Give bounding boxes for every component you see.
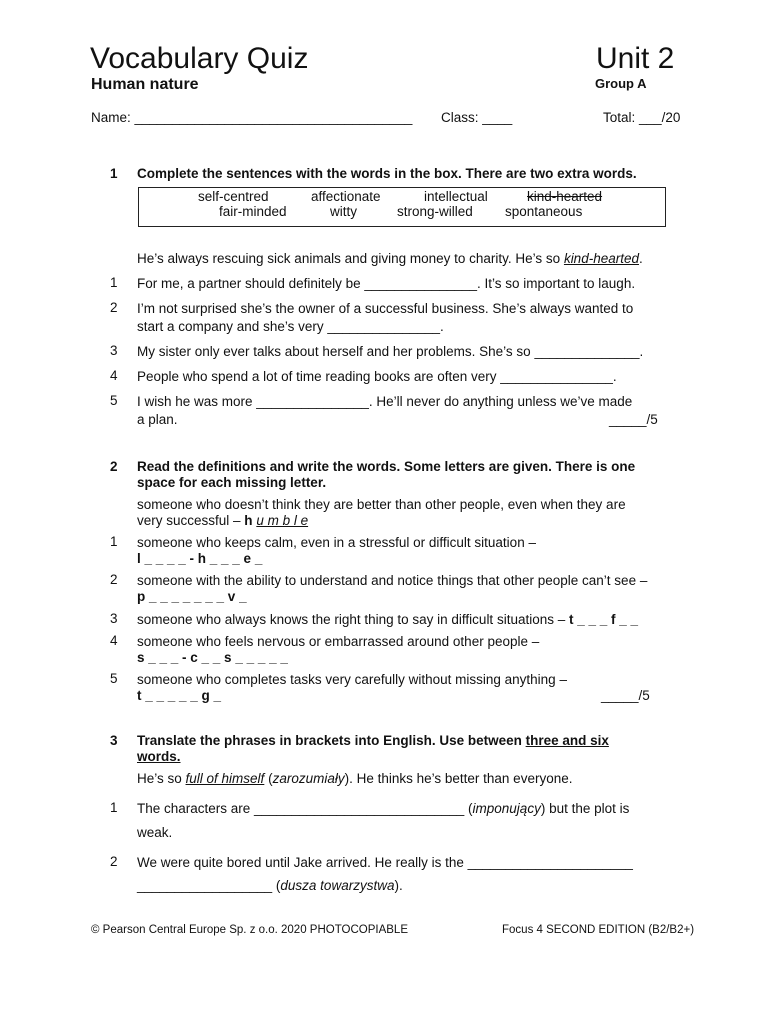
definition-text: someone who always knows the right thing to say in difficult situations – xyxy=(137,612,569,627)
definition-item: someone who completes tasks very carefully without missing anything – xyxy=(137,672,567,687)
group-label: Group A xyxy=(595,76,647,91)
translation-text: ) but the plot is xyxy=(540,801,630,816)
exercise-1-example xyxy=(137,250,643,268)
box-word-used: kind-hearted xyxy=(527,189,603,204)
exercise-2-number: 2 xyxy=(110,459,118,474)
total-label: Total: xyxy=(603,110,636,125)
example-end: . xyxy=(639,251,643,266)
name-field-row xyxy=(91,109,412,127)
exercise-2-example: someone who doesn’t think they are better than other people, even when they are xyxy=(137,497,626,512)
exercise-3-example xyxy=(137,770,572,788)
sentence-item: People who spend a lot of time reading books are often very _______________. xyxy=(137,369,617,384)
example-first-letter: h xyxy=(244,513,253,528)
box-word: self-centred xyxy=(198,189,269,204)
exercise-3-instruction xyxy=(137,732,609,750)
letter-pattern: s _ _ _ - c _ _ s _ _ _ _ _ xyxy=(137,650,288,665)
example-answer: u m b l e xyxy=(256,513,309,528)
letter-pattern: l _ _ _ _ - h _ _ _ e _ xyxy=(137,551,263,566)
exercise-1-score: _____/5 xyxy=(609,412,658,427)
translation-text: The characters are ____________________________ ( xyxy=(137,801,473,816)
box-word: witty xyxy=(330,204,357,219)
example-text: ( xyxy=(264,771,273,786)
letter-pattern: t _ _ _ f _ _ xyxy=(568,612,639,627)
translation-text: __________________ ( xyxy=(137,878,281,893)
example-answer: kind-hearted xyxy=(563,251,639,266)
item-number: 3 xyxy=(110,343,118,358)
translation-item-cont: weak. xyxy=(137,825,173,840)
box-word: affectionate xyxy=(311,189,381,204)
exercise-2-example-cont xyxy=(137,512,308,530)
box-word: spontaneous xyxy=(505,204,583,219)
sentence-item-cont: start a company and she’s very _______________. xyxy=(137,319,444,334)
item-number: 2 xyxy=(110,300,118,315)
unit-label: Unit 2 xyxy=(596,42,675,75)
item-number: 1 xyxy=(110,534,118,549)
polish-phrase: zarozumiały xyxy=(272,771,345,786)
name-blank: _____________________________________ xyxy=(134,110,413,125)
definition-item xyxy=(137,611,638,629)
exercise-3-number: 3 xyxy=(110,733,118,748)
definition-item: someone who feels nervous or embarrassed around other people – xyxy=(137,634,540,649)
box-word: intellectual xyxy=(424,189,488,204)
page-subtitle: Human nature xyxy=(91,76,199,93)
translation-item-cont xyxy=(137,877,403,895)
item-number: 2 xyxy=(110,572,118,587)
example-text: ). He thinks he’s better than everyone. xyxy=(344,771,573,786)
exercise-2-instruction-cont: space for each missing letter. xyxy=(137,475,327,490)
sentence-item-cont: a plan. xyxy=(137,412,178,427)
item-number: 5 xyxy=(110,671,118,686)
translation-text: ). xyxy=(394,878,403,893)
total-blank: ___/20 xyxy=(639,110,681,125)
exercise-1-instruction: Complete the sentences with the words in the box. There are two extra words. xyxy=(137,166,637,181)
item-number: 3 xyxy=(110,611,118,626)
sentence-item: For me, a partner should definitely be _______________. It’s so important to laugh. xyxy=(137,276,636,291)
item-number: 1 xyxy=(110,800,118,815)
polish-phrase: dusza towarzystwa xyxy=(280,878,395,893)
definition-item: someone with the ability to understand and notice things that other people can’t see – xyxy=(137,573,648,588)
class-blank: ____ xyxy=(482,110,513,125)
item-number: 4 xyxy=(110,368,118,383)
total-field-row xyxy=(603,109,680,127)
example-answer: full of himself xyxy=(185,771,265,786)
instruction-emphasis: three and six xyxy=(525,733,609,748)
item-number: 4 xyxy=(110,633,118,648)
class-label: Class: xyxy=(441,110,479,125)
example-text: very successful – xyxy=(137,513,245,528)
sentence-item: My sister only ever talks about herself and her problems. She’s so ______________. xyxy=(137,344,644,359)
letter-pattern: p _ _ _ _ _ _ _ v _ xyxy=(137,589,247,604)
class-field-row xyxy=(441,109,512,127)
name-label: Name: xyxy=(91,110,131,125)
instruction-text: Translate the phrases in brackets into English. Use between xyxy=(137,733,526,748)
sentence-item: I’m not surprised she’s the owner of a successful business. She’s always wanted to xyxy=(137,301,634,316)
exercise-2-instruction: Read the definitions and write the words. Some letters are given. There is one xyxy=(137,459,636,474)
translation-item xyxy=(137,800,629,818)
letter-pattern: t _ _ _ _ _ g _ xyxy=(137,688,222,703)
definition-item: someone who keeps calm, even in a stressful or difficult situation – xyxy=(137,535,536,550)
polish-phrase: imponujący xyxy=(472,801,541,816)
footer-copyright: © Pearson Central Europe Sp. z o.o. 2020 PHOTOCOPIABLE xyxy=(91,924,409,936)
exercise-1-number: 1 xyxy=(110,166,118,181)
exercise-2-score: _____/5 xyxy=(601,688,650,703)
example-text: He’s so xyxy=(137,771,186,786)
item-number: 1 xyxy=(110,275,118,290)
translation-item: We were quite bored until Jake arrived. He really is the ______________________ xyxy=(137,855,633,870)
box-word: strong-willed xyxy=(397,204,473,219)
footer-edition: Focus 4 SECOND EDITION (B2/B2+) xyxy=(502,924,695,936)
box-word: fair-minded xyxy=(219,204,287,219)
sentence-item: I wish he was more _______________. He’ll never do anything unless we’ve made xyxy=(137,394,633,409)
item-number: 2 xyxy=(110,854,118,869)
page-title: Vocabulary Quiz xyxy=(90,42,309,75)
exercise-3-instruction-cont: words. xyxy=(137,749,181,764)
example-text: He’s always rescuing sick animals and giving money to charity. He’s so xyxy=(137,251,564,266)
item-number: 5 xyxy=(110,393,118,408)
